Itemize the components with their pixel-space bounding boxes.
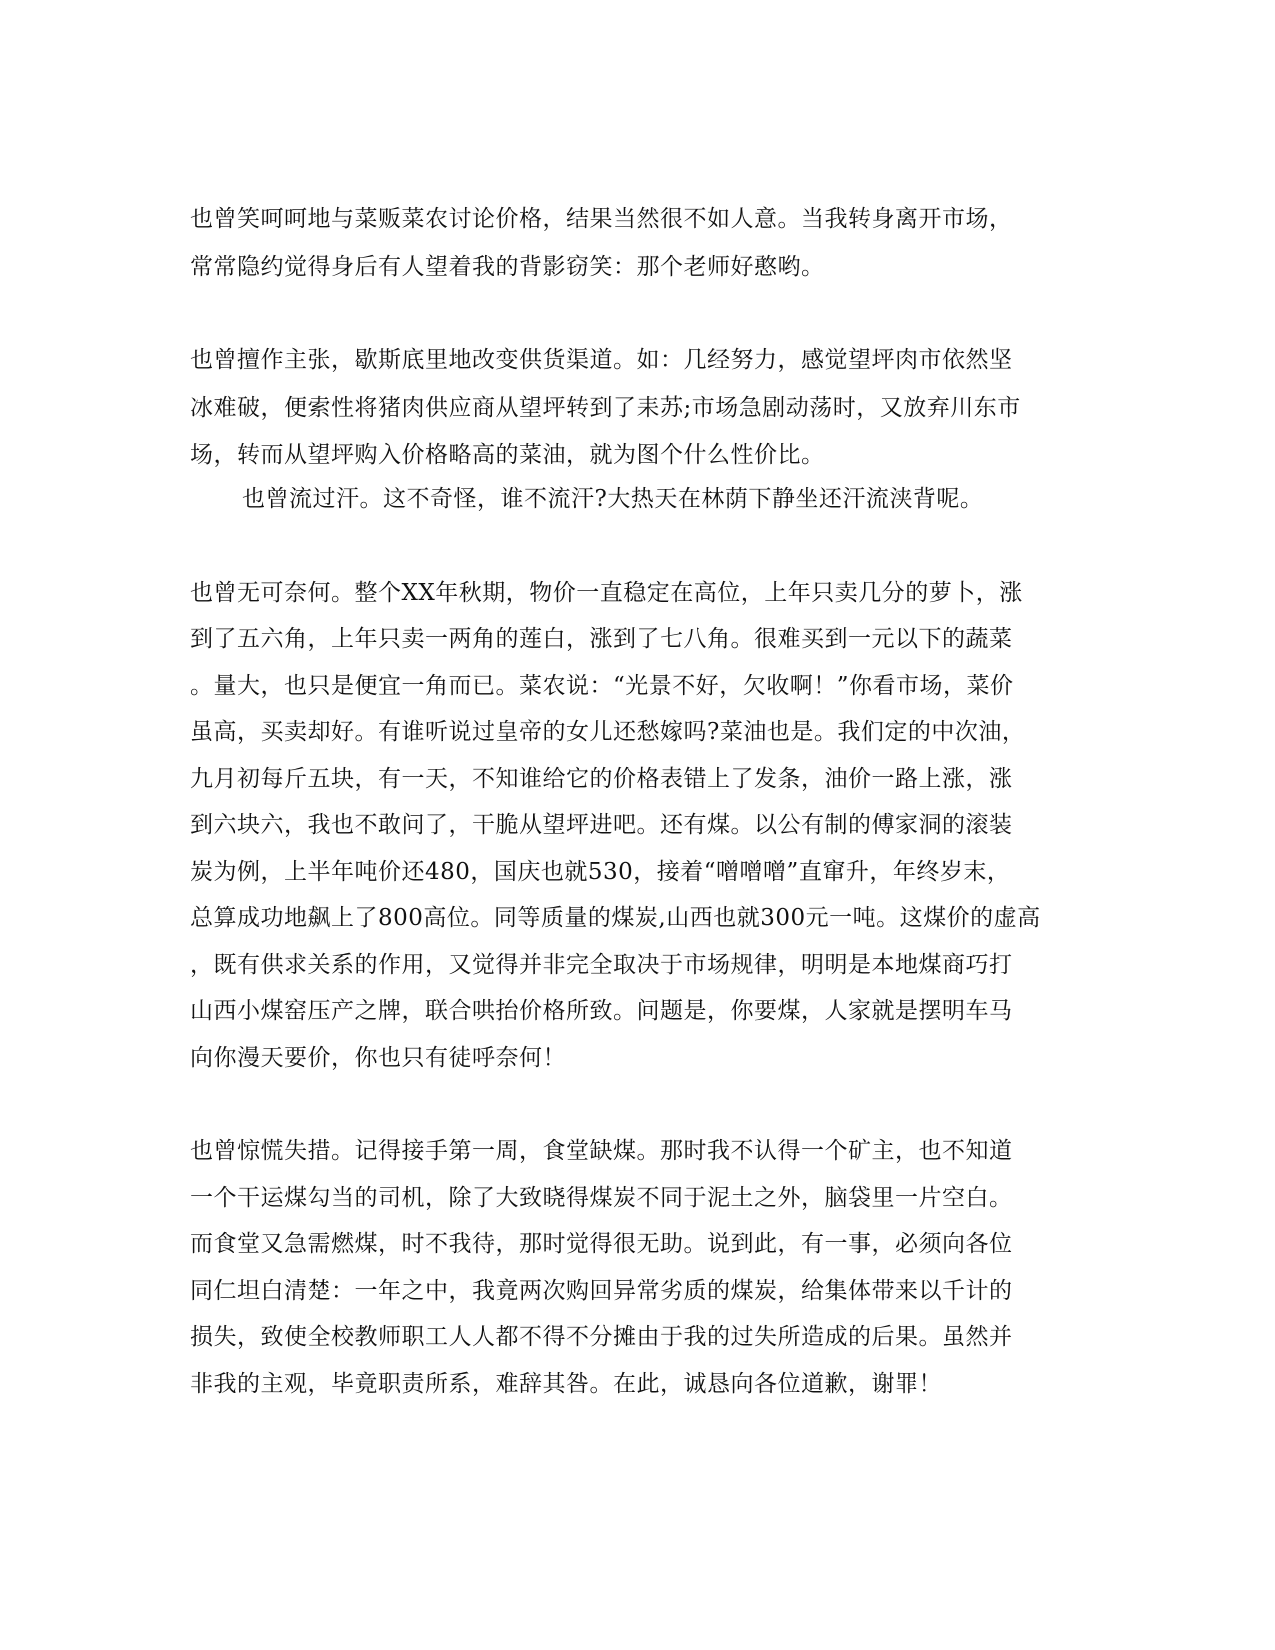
text-line: 也曾无可奈何。整个XX年秋期，物价一直稳定在高位，上年只卖几分的萝卜，涨 (190, 580, 1023, 606)
text-line: 冰难破，便索性将猪肉供应商从望坪转到了耒苏;市场急剧动荡时，又放弃川东市 (190, 395, 1021, 421)
text-line: 损失，致使全校教师职工人人都不得不分摊由于我的过失所造成的后果。虽然并 (190, 1324, 1013, 1350)
text-line: 炭为例，上半年吨价还480，国庆也就530，接着“噌噌噌”直窜升，年终岁末， (190, 859, 1011, 885)
text-line: 也曾笑呵呵地与菜贩菜农讨论价格，结果当然很不如人意。当我转身离开市场， (190, 206, 1013, 232)
text-line: 也曾流过汗。这不奇怪，谁不流汗?大热天在林荫下静坐还汗流浃背呢。 (242, 486, 984, 512)
text-line: 非我的主观，毕竟职责所系，难辞其咎。在此，诚恳向各位道歉，谢罪！ (190, 1371, 942, 1397)
text-line: 总算成功地飙上了800高位。同等质量的煤炭,山西也就300元一吨。这煤价的虚高 (190, 905, 1041, 931)
text-line: 向你漫天要价，你也只有徒呼奈何！ (190, 1045, 566, 1071)
text-line: 也曾擅作主张，歇斯底里地改变供货渠道。如：几经努力，感觉望坪肉市依然坚 (190, 347, 1013, 373)
text-line: 一个干运煤勾当的司机，除了大致晓得煤炭不同于泥土之外，脑袋里一片空白。 (190, 1185, 1013, 1211)
text-line: 。量大，也只是便宜一角而已。菜农说：“光景不好，欠收啊！”你看市场，菜价 (190, 673, 1014, 699)
text-line: 虽高，买卖却好。有谁听说过皇帝的女儿还愁嫁吗?菜油也是。我们定的中次油， (190, 719, 1026, 745)
text-line: 到六块六，我也不敢问了，干脆从望坪进吧。还有煤。以公有制的傅家洞的滚装 (190, 812, 1013, 838)
text-line: 九月初每斤五块，有一天，不知谁给它的价格表错上了发条，油价一路上涨，涨 (190, 766, 1013, 792)
text-line: 山西小煤窑压产之牌，联合哄抬价格所致。问题是，你要煤，人家就是摆明车马 (190, 998, 1013, 1024)
text-line: ，既有供求关系的作用，又觉得并非完全取决于市场规律，明明是本地煤商巧打 (190, 952, 1013, 978)
text-line: 也曾惊慌失措。记得接手第一周，食堂缺煤。那时我不认得一个矿主，也不知道 (190, 1138, 1013, 1164)
text-line: 常常隐约觉得身后有人望着我的背影窃笑：那个老师好憨哟。 (190, 254, 825, 280)
text-line: 同仁坦白清楚：一年之中，我竟两次购回异常劣质的煤炭，给集体带来以千计的 (190, 1278, 1013, 1304)
text-line: 场，转而从望坪购入价格略高的菜油，就为图个什么性价比。 (190, 442, 825, 468)
text-line: 而食堂又急需燃煤，时不我待，那时觉得很无助。说到此，有一事，必须向各位 (190, 1231, 1013, 1257)
text-line: 到了五六角，上年只卖一两角的莲白，涨到了七八角。很难买到一元以下的蔬菜 (190, 626, 1013, 652)
